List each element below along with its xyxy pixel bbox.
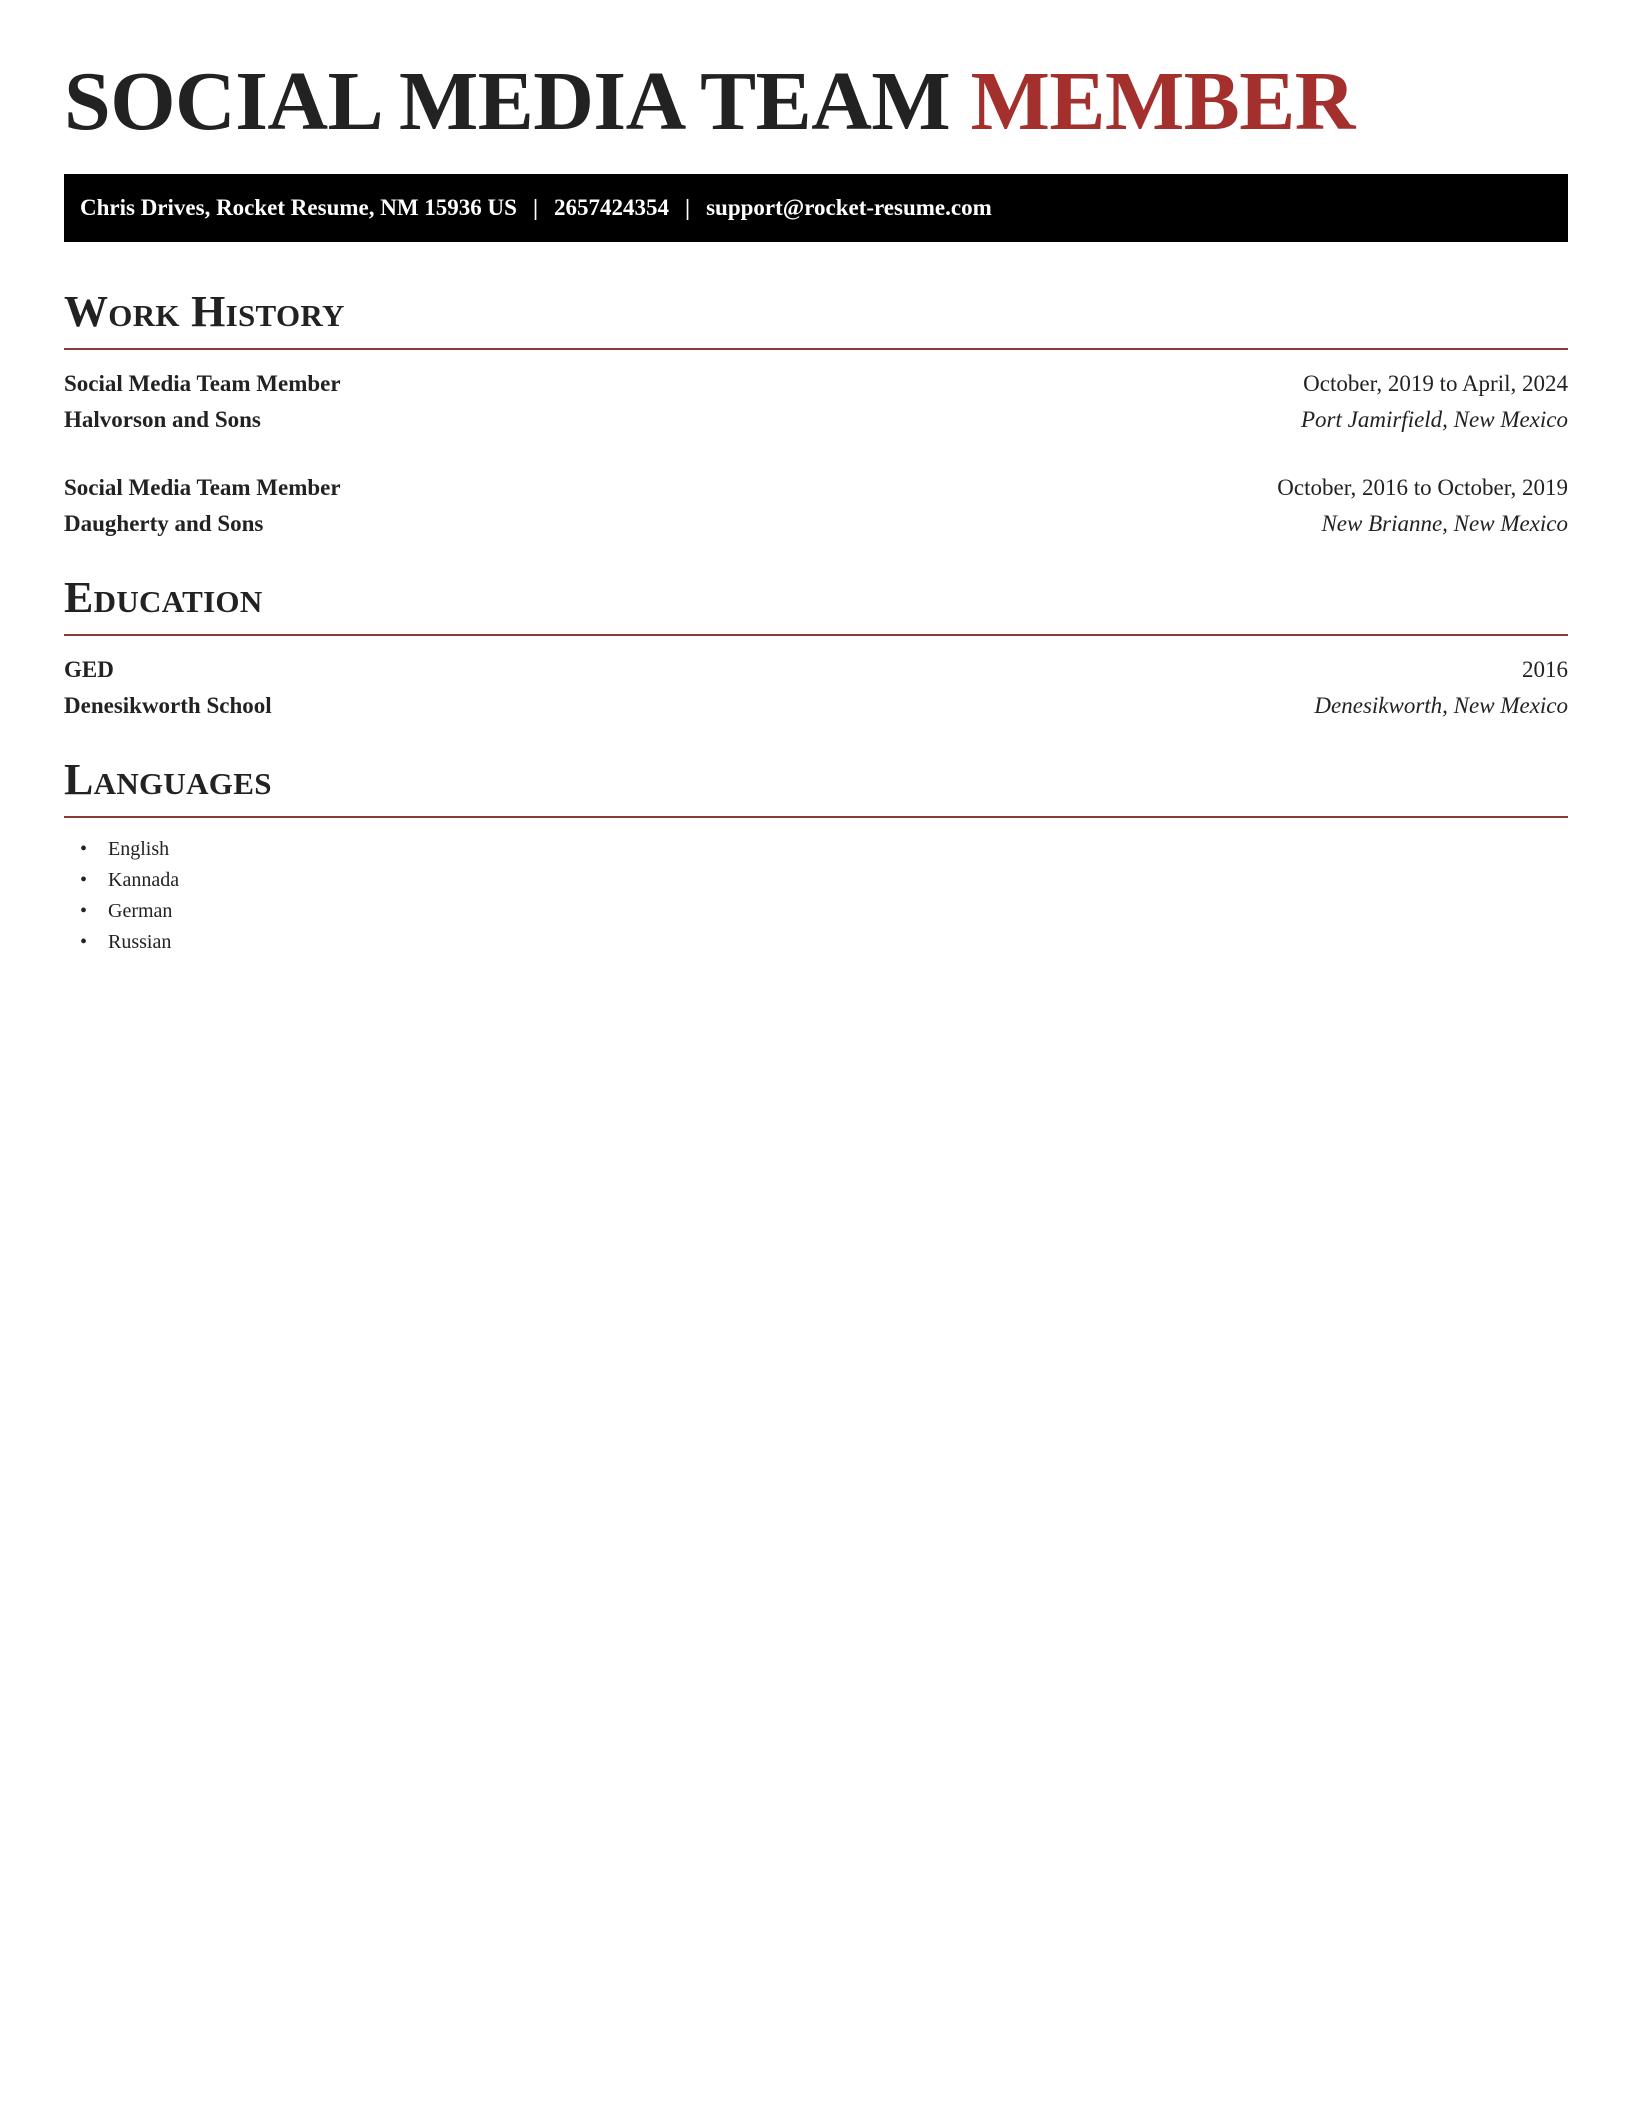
section-divider — [64, 348, 1568, 350]
job-company: Daugherty and Sons — [64, 511, 264, 536]
education-degree: GED — [64, 657, 114, 682]
languages-section — [64, 754, 1568, 958]
title-accent: MEMBER — [970, 55, 1355, 148]
contact-separator: | — [532, 195, 539, 220]
job-location: New Brianne, New Mexico — [1321, 511, 1568, 536]
job-title: Social Media Team Member — [64, 475, 341, 500]
job-entry — [64, 366, 1568, 438]
education-school: Denesikworth School — [64, 693, 272, 718]
page-title — [64, 0, 1568, 152]
section-divider — [64, 634, 1568, 636]
education-location: Denesikworth, New Mexico — [1314, 693, 1568, 718]
work-history-heading: Work History — [64, 287, 345, 336]
language-name: English — [108, 838, 170, 860]
bullet-icon: • — [80, 869, 88, 891]
title-main: SOCIAL MEDIA TEAM — [64, 55, 951, 148]
language-name: Kannada — [108, 869, 180, 891]
job-title: Social Media Team Member — [64, 371, 341, 396]
job-dates: October, 2016 to October, 2019 — [1277, 475, 1568, 500]
education-entry — [64, 652, 1568, 724]
list-item — [64, 834, 1568, 865]
education-heading: Education — [64, 573, 263, 622]
education-section — [64, 572, 1568, 724]
contact-phone: 2657424354 — [554, 195, 670, 220]
job-entry — [64, 470, 1568, 542]
list-item — [64, 896, 1568, 927]
work-history-section — [64, 286, 1568, 542]
contact-bar — [64, 174, 1568, 242]
job-location: Port Jamirfield, New Mexico — [1301, 407, 1568, 432]
list-item — [64, 865, 1568, 896]
job-company: Halvorson and Sons — [64, 407, 261, 432]
languages-list — [64, 834, 1568, 958]
bullet-icon: • — [80, 931, 88, 953]
language-name: German — [108, 900, 173, 922]
education-year: 2016 — [1522, 657, 1568, 682]
contact-email: support@rocket-resume.com — [706, 195, 992, 220]
language-name: Russian — [108, 931, 172, 953]
bullet-icon: • — [80, 838, 88, 860]
job-dates: October, 2019 to April, 2024 — [1303, 371, 1568, 396]
contact-separator: | — [685, 195, 691, 220]
contact-address: Chris Drives, Rocket Resume, NM 15936 US — [80, 195, 517, 220]
languages-heading: Languages — [64, 755, 272, 804]
list-item — [64, 927, 1568, 958]
bullet-icon: • — [80, 900, 88, 922]
section-divider — [64, 816, 1568, 818]
